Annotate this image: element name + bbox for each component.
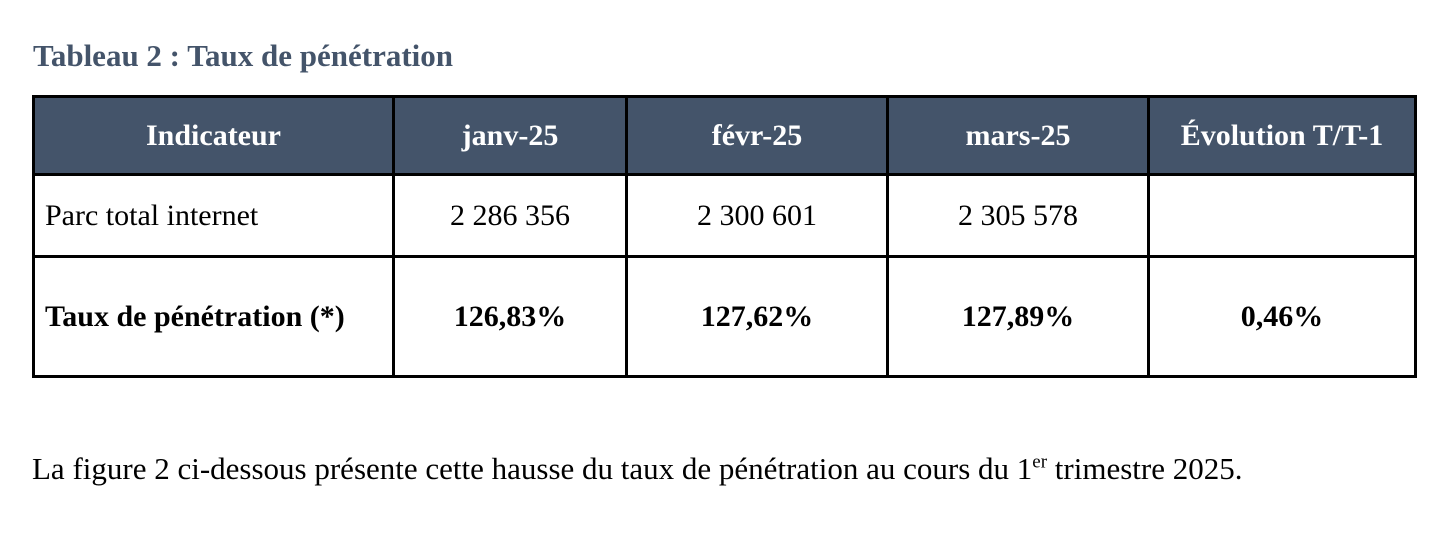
paragraph-text-end: trimestre 2025. [1047,451,1243,486]
table-row [34,257,1416,377]
row-label: Parc total internet [34,175,394,257]
table-caption: Tableau 2 : Taux de pénétration [33,38,454,73]
table-cell: 127,89% [888,257,1149,377]
header-mars: mars-25 [888,97,1149,175]
paragraph-text: La figure 2 ci-dessous présente cette hausse du taux de pénétration au cours du 1 [32,451,1033,486]
table-cell: 2 300 601 [627,175,888,257]
table-cell: 127,62% [627,257,888,377]
row-label: Taux de pénétration (*) [34,257,394,377]
penetration-table [32,95,1417,378]
table-cell: 2 305 578 [888,175,1149,257]
table-cell: 2 286 356 [394,175,627,257]
table-row [34,175,1416,257]
header-indicateur: Indicateur [34,97,394,175]
table-header-row [34,97,1416,175]
table-cell [1149,175,1416,257]
table-cell: 126,83% [394,257,627,377]
ordinal-superscript: er [1032,451,1048,473]
header-fevr: févr-25 [627,97,888,175]
header-janv: janv-25 [394,97,627,175]
table-cell: 0,46% [1149,257,1416,377]
body-paragraph [32,449,1402,489]
header-evolution: Évolution T/T-1 [1149,97,1416,175]
